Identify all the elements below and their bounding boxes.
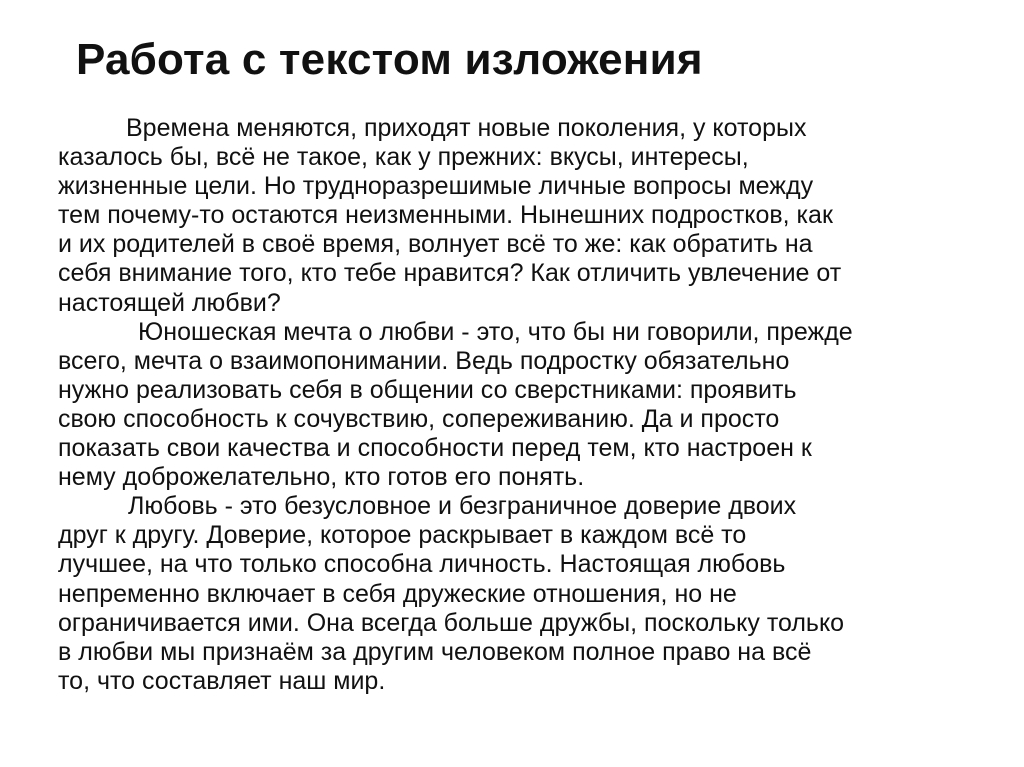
text-line: то, что составляет наш мир. [58, 666, 386, 695]
text-line: настоящей любви? [58, 288, 281, 317]
text-line: Юношеская мечта о любви - это, что бы ни говорили, прежде [138, 317, 853, 346]
paragraph-3 [58, 492, 978, 696]
paragraph-2 [58, 318, 978, 493]
text-line: себя внимание того, кто тебе нравится? Как отличить увлечение от [58, 259, 842, 288]
text-line: свою способность к сочувствию, сопереживанию. Да и просто [58, 404, 780, 433]
text-line: Любовь - это безусловное и безграничное доверие двоих [128, 492, 797, 521]
text-line: тем почему-то остаются неизменными. Нынешних подростков, как [58, 201, 833, 230]
text-line: и их родителей в своё время, волнует всё то же: как обратить на [58, 230, 813, 259]
text-line: показать свои качества и способности перед тем, кто настроен к [58, 434, 812, 463]
text-line: казалось бы, всё не такое, как у прежних: вкусы, интересы, [58, 143, 749, 172]
text-line: нему доброжелательно, кто готов его понять. [58, 463, 585, 492]
text-line: всего, мечта о взаимопонимании. Ведь подростку обязательно [58, 346, 790, 375]
slide-title: Работа с текстом изложения [76, 35, 703, 84]
text-line: непременно включает в себя дружеские отношения, но не [58, 579, 737, 608]
text-line: в любви мы признаём за другим человеком полное право на всё [58, 637, 812, 666]
text-line: Времена меняются, приходят новые поколения, у которых [126, 114, 807, 142]
text-line: нужно реализовать себя в общении со сверстниками: проявить [58, 375, 797, 404]
text-line: друг к другу. Доверие, которое раскрывает в каждом всё то [58, 521, 747, 550]
text-line: лучшее, на что только способна личность. Настоящая любовь [58, 550, 786, 579]
text-body [58, 114, 978, 696]
text-line: ограничивается ими. Она всегда больше дружбы, поскольку только [58, 608, 845, 637]
text-line: жизненные цели. Но трудноразрешимые личные вопросы между [58, 172, 814, 201]
paragraph-1 [58, 114, 978, 318]
